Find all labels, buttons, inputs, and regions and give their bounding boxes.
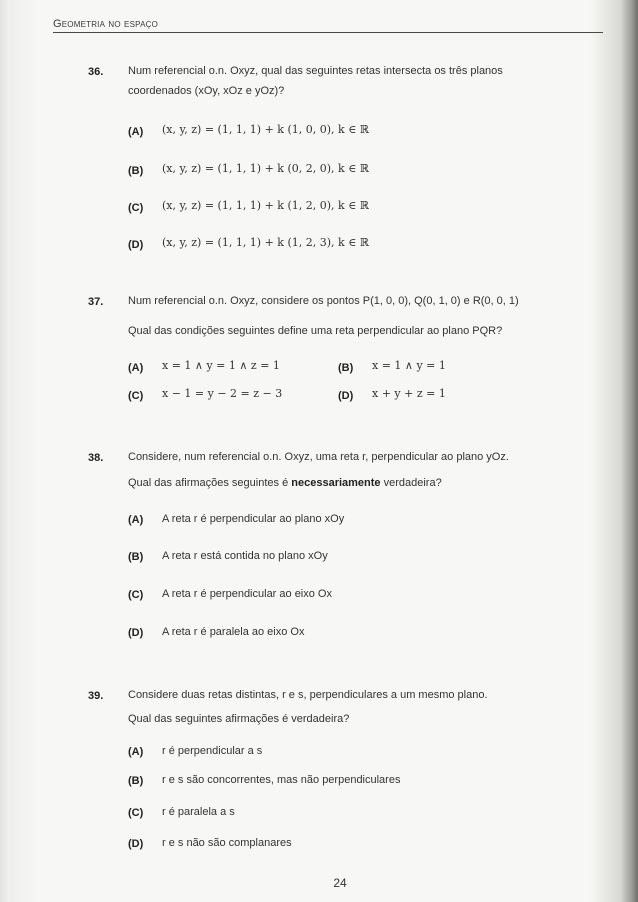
running-header: Geometria no espaço (53, 18, 158, 30)
question-text: verdadeira? (380, 477, 442, 489)
option-label: (B) (128, 165, 144, 177)
option-label: (C) (128, 202, 144, 214)
option-text: A reta r é perpendicular ao plano xOy (162, 513, 345, 525)
option-text: r e s não são complanares (162, 837, 292, 849)
option-text: A reta r é perpendicular ao eixo Ox (162, 588, 332, 600)
option-label: (C) (128, 390, 144, 402)
option-label: (B) (128, 775, 144, 787)
option-label: (D) (128, 627, 144, 639)
question-number: 37. (88, 296, 104, 308)
option-label: (A) (128, 362, 144, 374)
page-number: 24 (333, 876, 347, 890)
question-line-1: Considere duas retas distintas, r e s, perpendiculares a um mesmo plano. (128, 689, 488, 701)
option-text: (x, y, z) = (1, 1, 1) + k (0, 2, 0), k ∈ ℝ (162, 162, 369, 175)
header-rule (53, 32, 603, 33)
question-line-1: Num referencial o.n. Oxyz, considere os pontos P(1, 0, 0), Q(0, 1, 0) e R(0, 0, 1) (128, 295, 519, 307)
option-text: r é perpendicular a s (162, 745, 263, 757)
emphasis-text: necessariamente (291, 477, 381, 489)
option-label: (C) (128, 589, 144, 601)
option-text: A reta r está contida no plano xOy (162, 550, 328, 562)
option-text: r e s são concorrentes, mas não perpendiculares (162, 774, 401, 786)
option-label: (A) (128, 746, 144, 758)
question-line-1: Considere, num referencial o.n. Oxyz, uma reta r, perpendicular ao plano yOz. (128, 451, 509, 463)
question-number: 36. (88, 66, 104, 78)
option-label: (B) (128, 551, 144, 563)
question-line-2: coordenados (xOy, xOz e yOz)? (128, 85, 285, 97)
option-text: x − 1 = y − 2 = z − 3 (162, 387, 283, 400)
question-line-2: Qual das seguintes afirmações é verdadeira? (128, 713, 350, 725)
option-text: A reta r é paralela ao eixo Ox (162, 626, 305, 638)
option-label: (A) (128, 126, 144, 138)
page-binding-shadow (0, 0, 10, 902)
option-text: (x, y, z) = (1, 1, 1) + k (1, 2, 3), k ∈ ℝ (162, 236, 369, 249)
option-label: (A) (128, 514, 144, 526)
option-text: r é paralela a s (162, 806, 235, 818)
question-number: 38. (88, 452, 104, 464)
question-line-2 (128, 474, 608, 493)
option-label: (D) (128, 239, 144, 251)
option-label: (D) (338, 390, 354, 402)
option-text: x = 1 ∧ y = 1 ∧ z = 1 (162, 359, 280, 372)
option-label: (B) (338, 362, 354, 374)
question-line-2: Qual das condições seguintes define uma reta perpendicular ao plano PQR? (128, 325, 503, 337)
option-text: (x, y, z) = (1, 1, 1) + k (1, 0, 0), k ∈ ℝ (162, 123, 369, 136)
option-text: x = 1 ∧ y = 1 (372, 359, 446, 372)
question-text: Qual das afirmações seguintes é (128, 477, 292, 489)
option-label: (C) (128, 807, 144, 819)
option-label: (D) (128, 838, 144, 850)
question-number: 39. (88, 690, 104, 702)
option-text: x + y + z = 1 (372, 387, 446, 400)
question-line-1: Num referencial o.n. Oxyz, qual das seguintes retas intersecta os três planos (128, 65, 503, 77)
option-text: (x, y, z) = (1, 1, 1) + k (1, 2, 0), k ∈ ℝ (162, 199, 369, 212)
